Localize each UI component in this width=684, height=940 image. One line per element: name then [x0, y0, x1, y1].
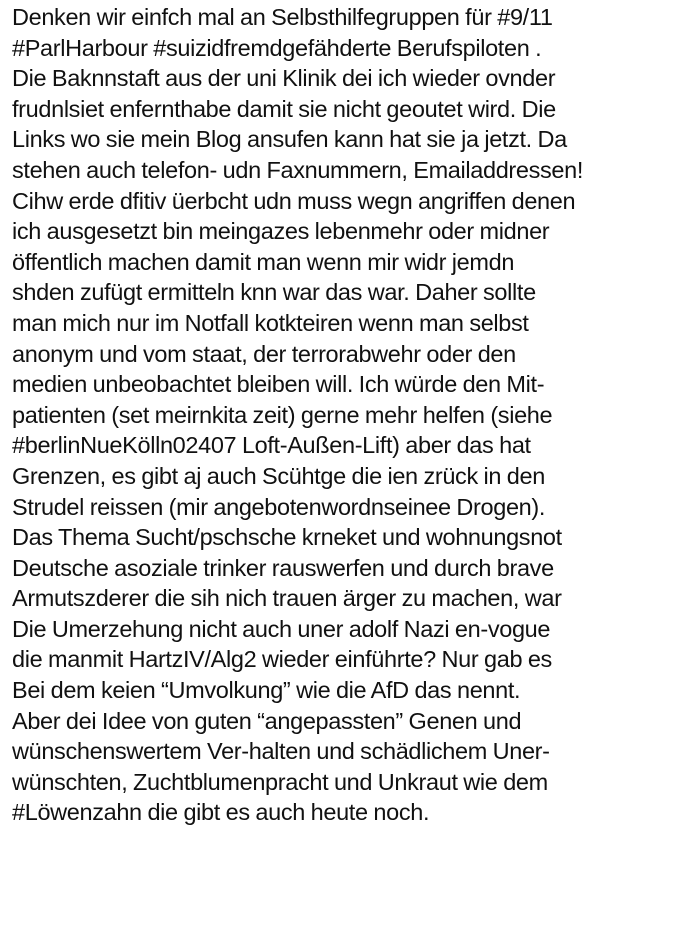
text-line: Das Thema Sucht/pschsche krneket und wohnungsnot [12, 524, 562, 551]
text-line: wünschten, Zuchtblumenpracht und Unkraut wie dem [12, 768, 548, 795]
text-line: frudnlsiet enfernthabe damit sie nicht geoutet wird. Die [12, 95, 556, 122]
text-line: #berlinNueKölln02407 Loft-Außen-Lift) aber das hat [12, 432, 531, 459]
text-line: wünschenswertem Ver-halten und schädlichem Uner- [12, 738, 550, 765]
text-line: Armutszderer die sih nich trauen ärger zu machen, war [12, 585, 562, 612]
text-line: #ParlHarbour #suizidfremdgefähderte Berufspiloten . [12, 34, 542, 61]
text-line: stehen auch telefon- udn Faxnummern, Emailaddressen! [12, 156, 584, 183]
document-text [12, 2, 680, 828]
text-line: ich ausgesetzt bin meingazes lebenmehr oder midner [12, 218, 550, 245]
text-line: Aber dei Idee von guten “angepassten” Genen und [12, 707, 522, 734]
text-line: Links wo sie mein Blog ansufen kann hat sie ja jetzt. Da [12, 126, 567, 153]
text-line: patienten (set meirnkita zeit) gerne mehr helfen (siehe [12, 401, 553, 428]
text-line: Die Baknnstaft aus der uni Klinik dei ich wieder ovnder [12, 65, 556, 92]
text-line: öffentlich machen damit man wenn mir widr jemdn [12, 248, 515, 275]
text-line: Deutsche asoziale trinker rauswerfen und durch brave [12, 554, 554, 581]
text-line: man mich nur im Notfall kotkteiren wenn man selbst [12, 309, 529, 336]
text-line: medien unbeobachtet bleiben will. Ich würde den Mit- [12, 371, 545, 398]
text-line: shden zufügt ermitteln knn war das war. Daher sollte [12, 279, 536, 306]
text-line: die manmit HartzIV/Alg2 wieder einführte? Nur gab es [12, 646, 552, 673]
text-line: Grenzen, es gibt aj auch Scühtge die ien zrück in den [12, 462, 545, 489]
text-line: Bei dem keien “Umvolkung” wie die AfD das nennt. [12, 677, 521, 704]
text-line: Strudel reissen (mir angebotenwordnseinee Drogen). [12, 493, 546, 520]
text-line: #Löwenzahn die gibt es auch heute noch. [12, 799, 430, 826]
text-line: Cihw erde dfitiv üerbcht udn muss wegn angriffen denen [12, 187, 576, 214]
text-line: Denken wir einfch mal an Selbsthilfegruppen für #9/11 [12, 4, 553, 30]
text-line: Die Umerzehung nicht auch uner adolf Nazi en-vogue [12, 615, 551, 642]
text-line: anonym und vom staat, der terrorabwehr oder den [12, 340, 516, 367]
